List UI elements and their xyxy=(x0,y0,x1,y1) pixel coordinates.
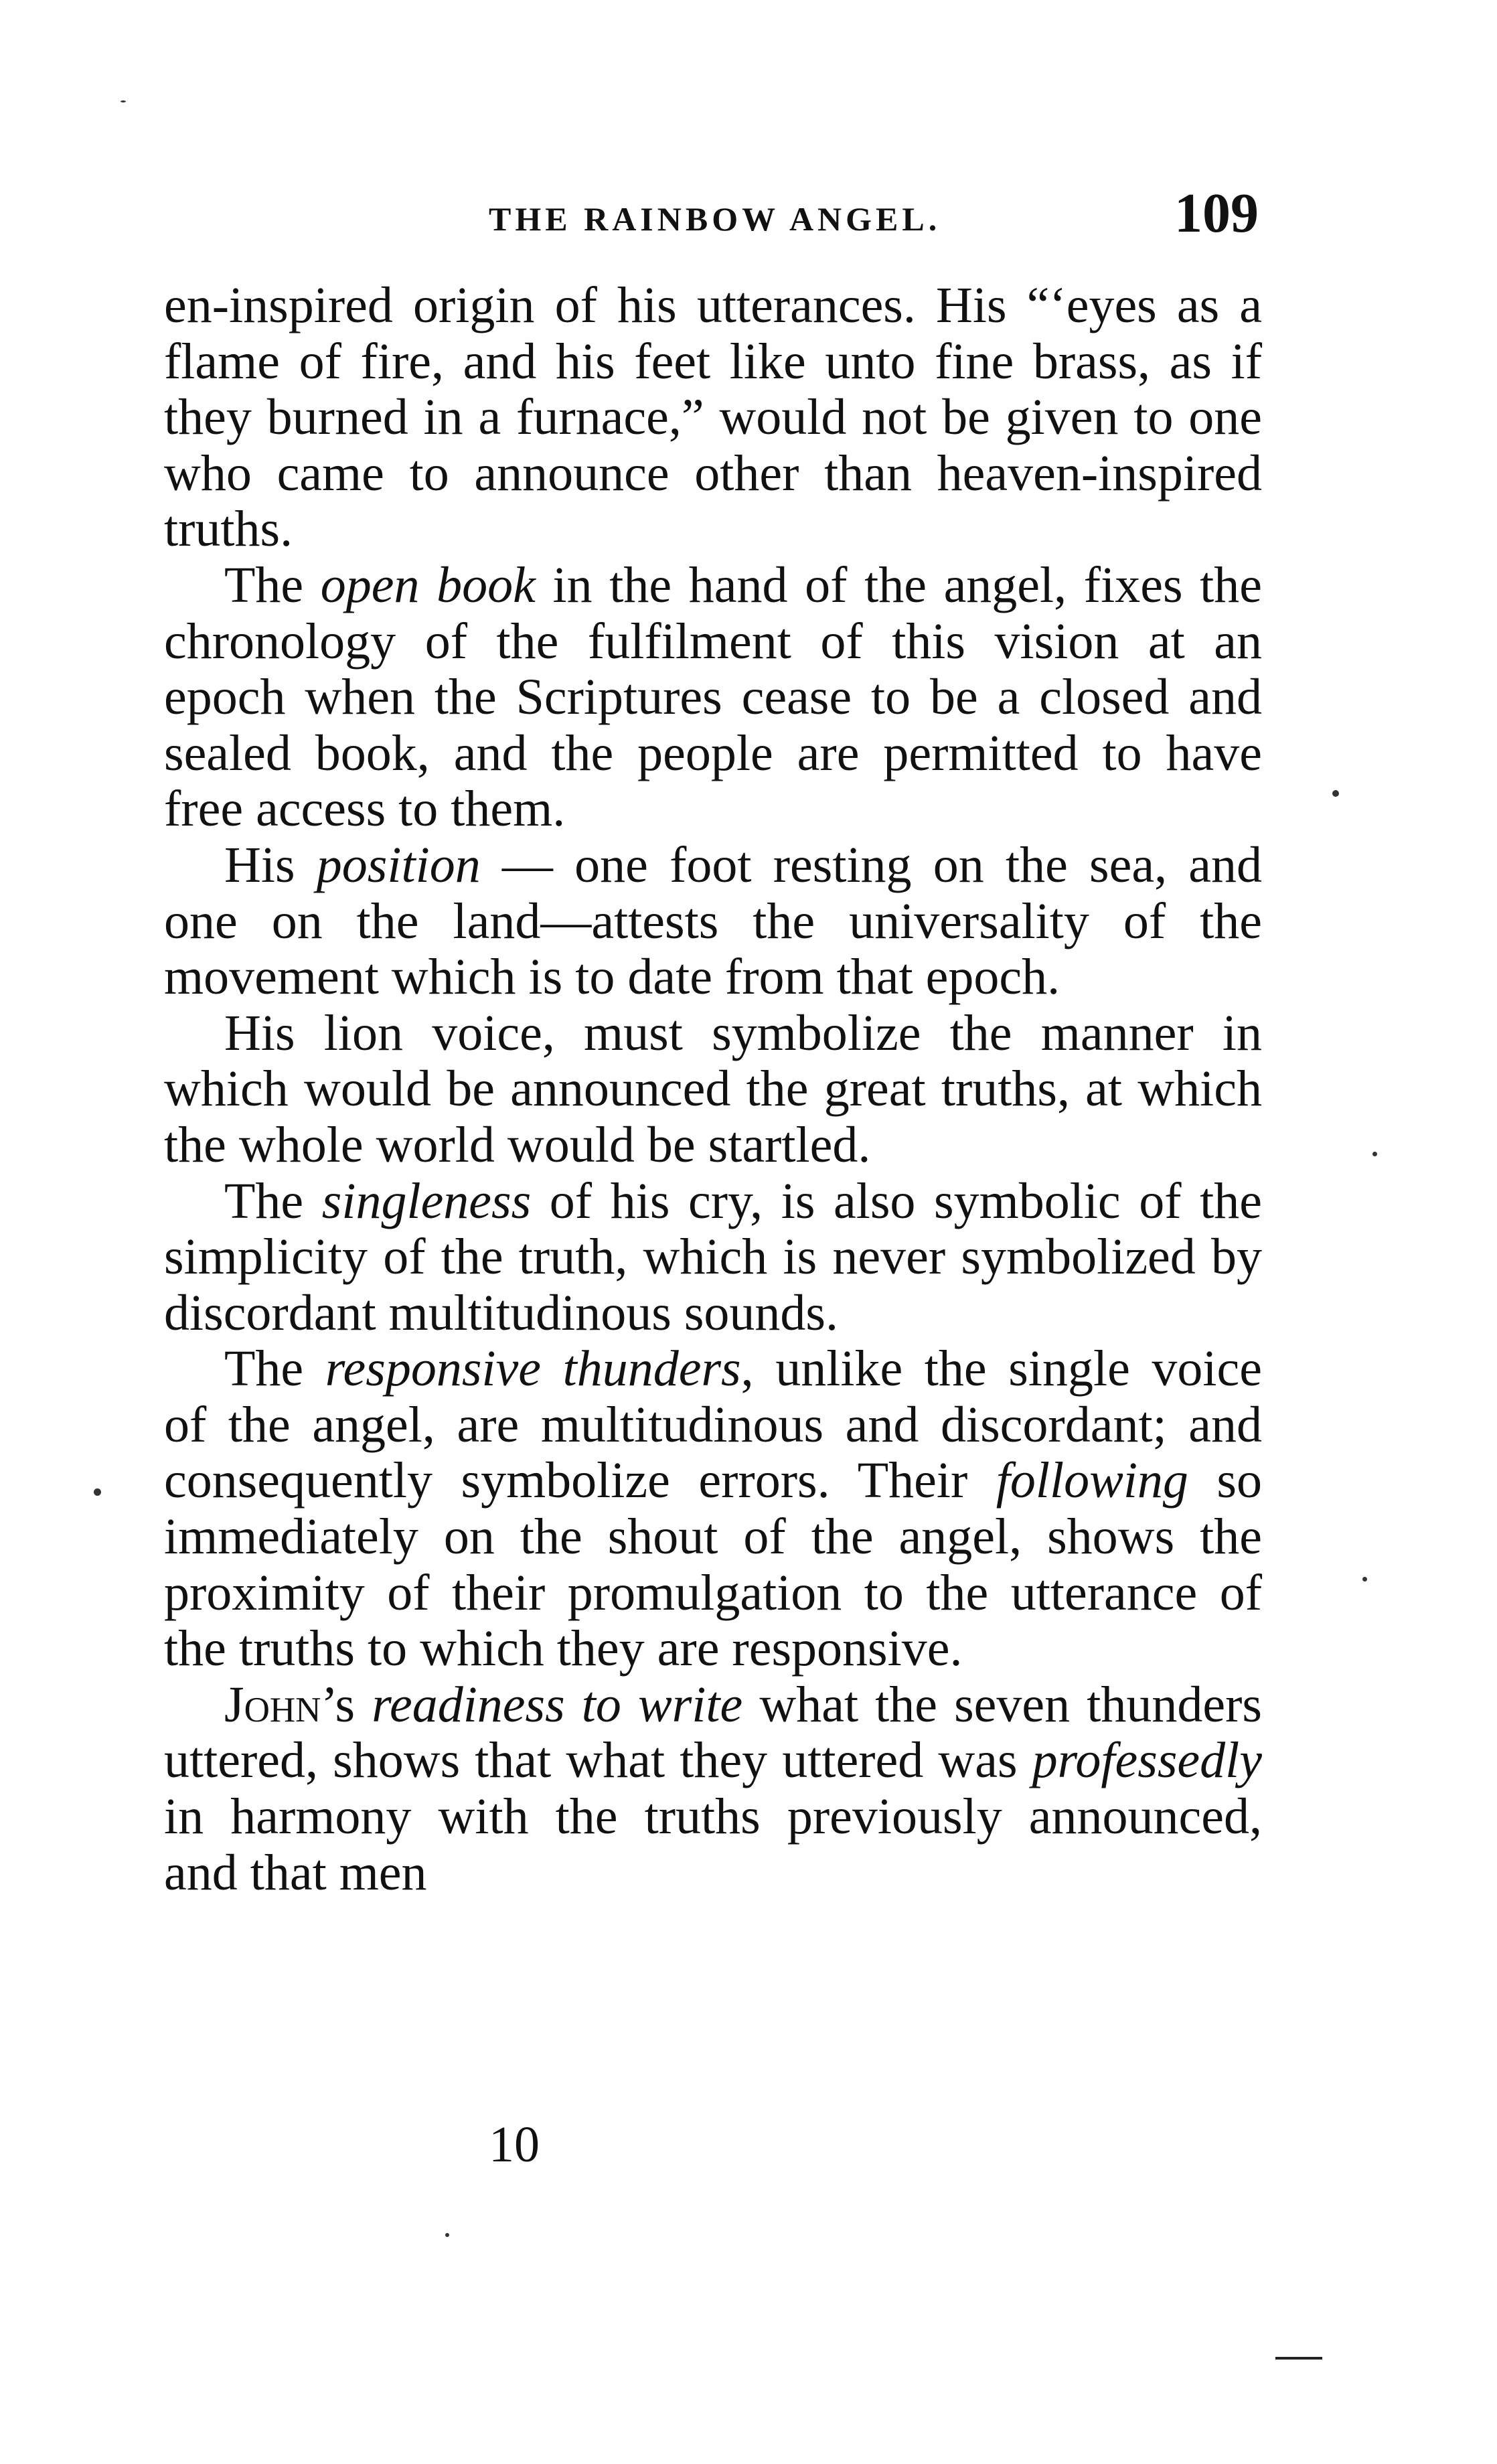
text-run: ’s xyxy=(321,1676,372,1733)
emphasis-text: professedly xyxy=(1032,1732,1262,1789)
print-speck xyxy=(1362,1577,1367,1582)
paragraph xyxy=(164,558,1262,838)
print-speck xyxy=(1372,1152,1377,1156)
paragraph xyxy=(164,1341,1262,1677)
paragraph xyxy=(164,1174,1262,1342)
text-run: , unlike the single voice of the angel, are multitudinous and discordant; and consequently symbolize errors. Their xyxy=(164,1340,1263,1509)
page-header xyxy=(161,181,1259,254)
paragraph xyxy=(164,838,1262,1006)
margin-dash xyxy=(1275,2357,1322,2360)
text-run: of his cry, is also symbolic of the simplicity of the truth, which is never symbolized by discordant multitudinous sounds. xyxy=(164,1172,1263,1341)
print-speck xyxy=(94,1488,101,1496)
emphasis-text: position xyxy=(316,836,481,893)
text-run: what the seven thunders uttered, shows that what they uttered was xyxy=(164,1676,1262,1789)
emphasis-text: open book xyxy=(320,556,536,613)
text-run: His lion voice, must symbolize the manner in which would be announced the great truths, at which the whole world would be startled. xyxy=(164,1004,1262,1173)
print-speck xyxy=(1332,790,1339,797)
text-run: His xyxy=(224,836,317,893)
page-number: 109 xyxy=(1174,182,1259,244)
body-text xyxy=(164,278,1262,1901)
text-run: so immediately on the shout of the angel, shows the proximity of their promulgation to the utterance of the truths to which they are responsive. xyxy=(164,1452,1262,1677)
name-text: John xyxy=(224,1676,321,1733)
print-speck xyxy=(121,100,126,102)
signature-mark: 10 xyxy=(489,2116,540,2173)
text-run: The xyxy=(224,556,321,613)
text-run: — one foot resting on the sea, and one on the land—attests the universality of the movement which is to date from that epoch. xyxy=(164,836,1263,1006)
paragraph xyxy=(164,1006,1262,1174)
text-run: The xyxy=(224,1172,322,1229)
running-title: THE RAINBOW ANGEL. xyxy=(489,200,941,238)
emphasis-text: following xyxy=(996,1452,1188,1509)
text-run: in the hand of the angel, fixes the chronology of the fulfilment of this vision at an epoch when the Scriptures cease to be a closed and sealed book, and the people are permitted to have free access to them. xyxy=(164,556,1263,838)
text-run: The xyxy=(224,1340,325,1397)
emphasis-text: readiness to write xyxy=(372,1676,743,1733)
paragraph xyxy=(164,278,1262,558)
text-run: en-inspired origin of his utterances. His “‘eyes as a flame of fire, and his feet like unto fine brass, as if they burned in a furnace,” would not be given to one who came to announce other than heaven-inspired truths. xyxy=(164,277,1262,558)
emphasis-text: singleness xyxy=(321,1172,532,1229)
print-speck xyxy=(445,2233,449,2237)
text-run: in harmony with the truths previously announced, and that men xyxy=(164,1788,1262,1901)
emphasis-text: responsive thunders xyxy=(325,1340,741,1397)
paragraph xyxy=(164,1677,1262,1901)
